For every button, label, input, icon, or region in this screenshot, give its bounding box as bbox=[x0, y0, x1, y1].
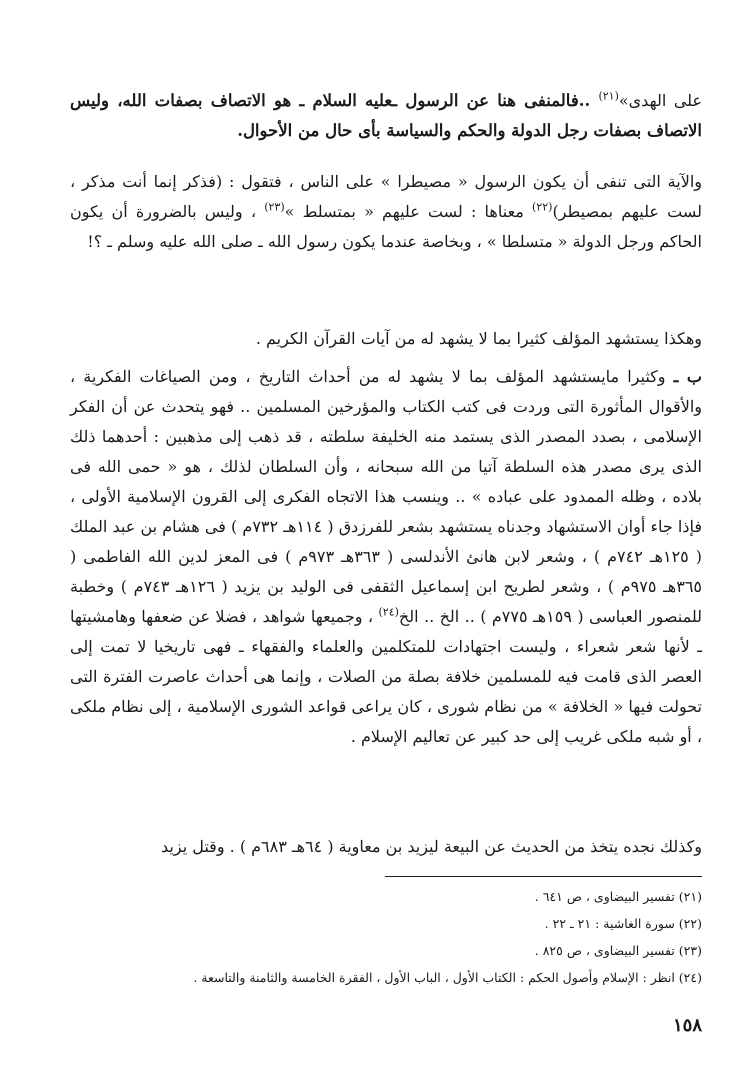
footnote-separator bbox=[385, 876, 702, 877]
footnote-24: (٢٤) انظر : الإسلام وأصول الحكم : الكتاب الأول ، الباب الأول ، الفقرة الخامسة والثامنة والتاسعة . bbox=[193, 970, 702, 985]
footnote-23: (٢٣) تفسير البيضاوى ، ص ٨٢٥ . bbox=[534, 943, 702, 958]
paragraph-2-part-1: والآية التى تنفى أن يكون الرسول « مصيطرا » على الناس ، فتقول : (فذكر إنما أنت مذكر ، لست عليهم بمصيطر) bbox=[70, 172, 703, 221]
paragraph-2-part-3: ، وليس بالضرورة أن يكون الحاكم ورجل الدولة « متسلطا » ، وبخاصة عندما يكون رسول الله ـ صلى الله عليه وسلم ـ ؟! bbox=[70, 202, 702, 251]
paragraph-1 bbox=[70, 86, 702, 146]
footnote-ref-23: (٢٣) bbox=[264, 200, 285, 214]
paragraph-4-label: ب ـ bbox=[673, 367, 702, 386]
paragraph-5-text: وكذلك نجده يتخذ من الحديث عن البيعة ليزيد بن معاوية ( ٦٤هـ ٦٨٣م ) . وقتل يزيد bbox=[161, 837, 702, 856]
page-number: ١٥٨ bbox=[672, 1015, 702, 1036]
footnote-21: (٢١) تفسير البيضاوى ، ص ٦٤١ . bbox=[534, 889, 702, 904]
paragraph-3-text: وهكذا يستشهد المؤلف كثيرا بما لا يشهد له من آيات القرآن الكريم . bbox=[255, 329, 702, 348]
paragraph-2-part-2: معناها : لست عليهم « بمتسلط » bbox=[284, 202, 533, 221]
paragraph-3 bbox=[70, 324, 702, 354]
footnote-ref-22: (٢٢) bbox=[532, 200, 553, 214]
footnote-ref-21: (٢١) bbox=[598, 89, 619, 103]
paragraph-1-emphasis: ..فالمنفى هنا عن الرسول ـعليه السلام ـ هو الاتصاف بصفات الله، وليس الاتصاف بصفات رجل الدولة والحكم والسياسة بأى حال من الأحوال. bbox=[70, 91, 702, 140]
footnote-ref-24: (٢٤) bbox=[378, 605, 399, 619]
paragraph-4 bbox=[70, 362, 702, 752]
footnotes-list bbox=[70, 883, 702, 991]
paragraph-4-part-1: وكثيرا مايستشهد المؤلف بما لا يشهد له من أحداث التاريخ ، ومن الصياغات الفكرية ، والأقوال المأثورة التى وردت فى كتب الكتاب والمؤرخين المسلمين .. فهو يتحدث عن أن الفكر الإسلامى ، بصدد المصدر الذى يستمد منه الخليفة سلطته ، قد ذهب إلى مذهبين : أحدهما ذلك الذى يرى مصدر هذه السلطة آتيا من الله سبحانه ، وأن السلطان لذلك ، هو « حمى الله فى بلاده ، وظله الممدود على عباده » .. وينسب هذا الاتجاه الفكرى إلى القرون الإسلامية الأولى ، فإذا جاء أوان الاستشهاد وجدناه يستشهد بشعر للفرزدق ( ١١٤هـ ٧٣٢م ) فى هشام بن عبد الملك ( ١٢٥هـ ٧٤٢م ) ، وشعر لابن هانئ الأندلسى ( ٣٦٣هـ ٩٧٣م ) فى المعز لدين الله الفاطمى ( ٣٦٥هـ ٩٧٥م ) ، وشعر لطريح ابن إسماعيل الثقفى فى الوليد بن يزيد ( ١٢٦هـ ٧٤٣م ) وخطبة للمنصور العباسى ( ١٥٩هـ ٧٧٥م ) .. الخ .. الخ bbox=[70, 367, 703, 626]
paragraph-1-lead: على الهدى» bbox=[618, 91, 703, 110]
paragraph-5 bbox=[70, 832, 702, 862]
paragraph-4-part-2: ، وجميعها شواهد ، فضلا عن ضعفها وهامشيتها ـ لأنها شعر شعراء ، وليست اجتهادات للمتكلمين والعلماء والفقهاء ـ فهى تاريخيا لا تمت إلى العصر الذى قامت فيه للمسلمين خلافة بصلة من الصلات ، وإنما هى أحداث عاصرت الفترة التى تحولت فيها « الخلافة » من نظام شورى ، كان يراعى قواعد الشورى الإسلامية ، إلى نظام ملكى ، أو شبه ملكى غريب إلى حد كبير عن تعاليم الإسلام . bbox=[70, 607, 702, 746]
paragraph-2 bbox=[70, 167, 702, 257]
footnote-22: (٢٢) سورة الغاشية : ٢١ ـ ٢٢ . bbox=[544, 916, 702, 931]
